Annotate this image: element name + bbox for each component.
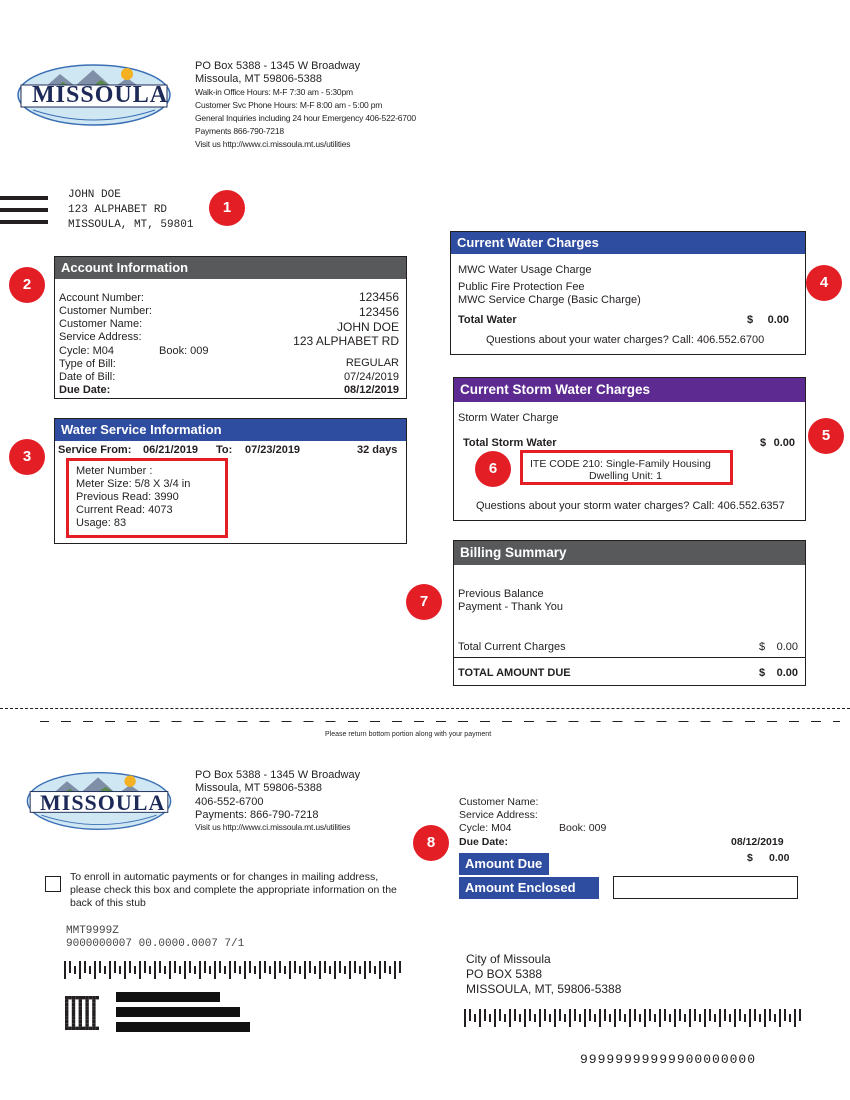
amount-enclosed-input[interactable] — [613, 876, 798, 899]
enroll-text-line: please check this box and complete the appropriate information on the — [70, 884, 397, 896]
stub-logo-word: MISSOULA — [40, 790, 166, 815]
annotation-badge-6: 6 — [475, 451, 511, 487]
previous-read: Previous Read: 3990 — [76, 491, 179, 503]
ite-code: ITE CODE 210: Single-Family Housing — [530, 458, 711, 470]
water-usage-charge: MWC Water Usage Charge — [458, 264, 592, 276]
total-water-label: Total Water — [458, 314, 517, 326]
service-to: 07/23/2019 — [245, 444, 301, 456]
cycle-label: Cycle: M04 — [59, 345, 115, 357]
header-line: Missoula, MT 59806-5388 — [195, 73, 322, 85]
water-question: Questions about your water charges? Call: 406.552.6700 — [486, 334, 765, 346]
stub-line: 406-552-6700 — [195, 796, 264, 808]
service-from-label: Service From: — [58, 444, 132, 456]
amount-enclosed-label: Amount Enclosed — [465, 880, 576, 895]
current-charges-label: Total Current Charges — [458, 641, 566, 653]
total-storm-label: Total Storm Water — [463, 437, 557, 449]
stub-cycle: Cycle: M04 — [459, 822, 512, 834]
total-storm-currency: $ — [760, 437, 767, 449]
annotation-badge-7: 7 — [406, 584, 442, 620]
tear-line — [0, 708, 850, 709]
stub-missoula-logo — [24, 768, 174, 834]
stub-code-1: MMT9999Z — [66, 925, 119, 937]
current-charges-currency: $ — [759, 641, 766, 653]
stub-code-2: 9000000007 00.0000.0007 7/1 — [66, 938, 245, 950]
annotation-badge-4: 4 — [806, 265, 842, 301]
previous-balance: Previous Balance — [458, 588, 544, 600]
water-service-title: Water Service Information — [55, 419, 406, 441]
meter-number: Meter Number : — [76, 465, 153, 477]
tear-line-long — [40, 721, 840, 722]
date-of-bill: 07/24/2019 — [343, 371, 399, 383]
scan-line: 99999999999900000000 — [580, 1052, 757, 1067]
amount-due-label: Amount Due — [465, 856, 543, 871]
stub-line: Payments: 866-790-7218 — [195, 809, 319, 821]
current-read: Current Read: 4073 — [76, 504, 173, 516]
payment-thank-you: Payment - Thank You — [458, 601, 563, 613]
customer-street: 123 ALPHABET RD — [68, 204, 168, 216]
enroll-text-line: back of this stub — [70, 897, 146, 909]
billing-summary-title: Billing Summary — [454, 541, 805, 565]
customer-name-value: JOHN DOE — [336, 320, 399, 334]
annotation-badge-2: 2 — [9, 267, 45, 303]
header-line: Walk-in Office Hours: M-F 7:30 am - 5:30pm — [195, 87, 353, 97]
annotation-badge-1: 1 — [209, 190, 245, 226]
customer-name: JOHN DOE — [68, 189, 121, 201]
water-charges-box — [450, 231, 806, 355]
stub-customer-name-label: Customer Name: — [459, 796, 539, 808]
customer-number-label: Customer Number: — [59, 305, 152, 317]
header-line: Visit us http://www.ci.missoula.mt.us/utilities — [195, 139, 351, 149]
service-from: 06/21/2019 — [143, 444, 199, 456]
service-days: 32 days — [357, 444, 398, 456]
customer-name-label: Customer Name: — [59, 318, 143, 330]
postal-barcode-right — [464, 1009, 804, 1027]
service-address-label: Service Address: — [59, 331, 142, 343]
meter-size: Meter Size: 5/8 X 3/4 in — [76, 478, 191, 490]
total-due-label: TOTAL AMOUNT DUE — [458, 667, 571, 679]
type-of-bill: REGULAR — [345, 357, 399, 369]
total-storm: 0.00 — [773, 437, 795, 449]
amount-due: 0.00 — [769, 852, 790, 864]
service-to-label: To: — [216, 444, 233, 456]
dwelling-unit: Dwelling Unit: 1 — [589, 470, 662, 482]
enroll-checkbox[interactable] — [45, 876, 61, 892]
due-date-label: Due Date: — [59, 384, 111, 396]
water-charges-title: Current Water Charges — [451, 232, 805, 254]
stub-service-address-label: Service Address: — [459, 809, 538, 821]
summary-divider — [454, 657, 805, 658]
fire-protection-fee: Public Fire Protection Fee — [458, 281, 585, 293]
remit-line: City of Missoula — [466, 952, 551, 966]
total-due-currency: $ — [759, 667, 766, 679]
customer-city: MISSOULA, MT, 59801 — [68, 219, 194, 231]
storm-charges-title: Current Storm Water Charges — [454, 378, 805, 402]
header-line: PO Box 5388 - 1345 W Broadway — [195, 60, 361, 72]
service-address-value: 123 ALPHABET RD — [293, 334, 399, 348]
header-line: General Inquiries including 24 hour Emergency 406-522-6700 — [195, 113, 416, 123]
due-date: 08/12/2019 — [343, 384, 399, 396]
billing-summary-box — [453, 540, 806, 686]
annotation-badge-5: 5 — [808, 418, 844, 454]
account-number: 123456 — [358, 290, 399, 304]
return-note: Please return bottom portion along with your payment — [325, 731, 492, 738]
postal-barcode-left — [64, 961, 404, 979]
amount-due-currency: $ — [747, 852, 753, 864]
storm-charges-box — [453, 377, 806, 521]
amount-due-label-box — [459, 853, 549, 875]
stub-line: Visit us http://www.ci.missoula.mt.us/utilities — [195, 822, 351, 832]
logo-word: MISSOULA — [32, 82, 169, 108]
meter-highlight — [66, 458, 228, 538]
header-line: Payments 866-790-7218 — [195, 126, 284, 136]
annotation-badge-3: 3 — [9, 439, 45, 475]
total-water-currency: $ — [747, 314, 754, 326]
stub-due-date-label: Due Date: — [459, 836, 509, 848]
remit-line: MISSOULA, MT, 59806-5388 — [466, 982, 622, 996]
enroll-text-line: To enroll in automatic payments or for changes in mailing address, — [70, 871, 379, 883]
stub-line: Missoula, MT 59806-5388 — [195, 782, 322, 794]
stub-due-date: 08/12/2019 — [731, 836, 784, 848]
book-label: Book: 009 — [159, 345, 209, 357]
account-info-box — [54, 256, 407, 399]
customer-number: 123456 — [358, 305, 399, 319]
ite-code-highlight — [520, 450, 733, 485]
usage: Usage: 83 — [76, 517, 127, 529]
redaction-bar — [116, 992, 220, 1002]
type-of-bill-label: Type of Bill: — [59, 358, 116, 370]
date-of-bill-label: Date of Bill: — [59, 371, 116, 383]
stub-book: Book: 009 — [559, 822, 607, 834]
annotation-badge-8: 8 — [413, 825, 449, 861]
postal-marks — [0, 196, 48, 228]
header-line: Customer Svc Phone Hours: M-F 8:00 am - 5:00 pm — [195, 100, 383, 110]
storm-water-charge: Storm Water Charge — [458, 412, 559, 424]
current-charges: 0.00 — [776, 641, 798, 653]
account-info-title: Account Information — [55, 257, 406, 279]
amount-enclosed-label-box — [459, 877, 599, 899]
stub-line: PO Box 5388 - 1345 W Broadway — [195, 769, 361, 781]
storm-question: Questions about your storm water charges? Call: 406.552.6357 — [476, 500, 785, 512]
account-number-label: Account Number: — [59, 292, 144, 304]
redaction-bar — [116, 1022, 250, 1032]
total-due: 0.00 — [776, 667, 798, 679]
qr-code — [65, 996, 99, 1030]
service-charge: MWC Service Charge (Basic Charge) — [458, 294, 641, 306]
redaction-bar — [116, 1007, 240, 1017]
missoula-logo — [15, 60, 173, 130]
remit-line: PO BOX 5388 — [466, 967, 543, 981]
total-water: 0.00 — [767, 314, 789, 326]
